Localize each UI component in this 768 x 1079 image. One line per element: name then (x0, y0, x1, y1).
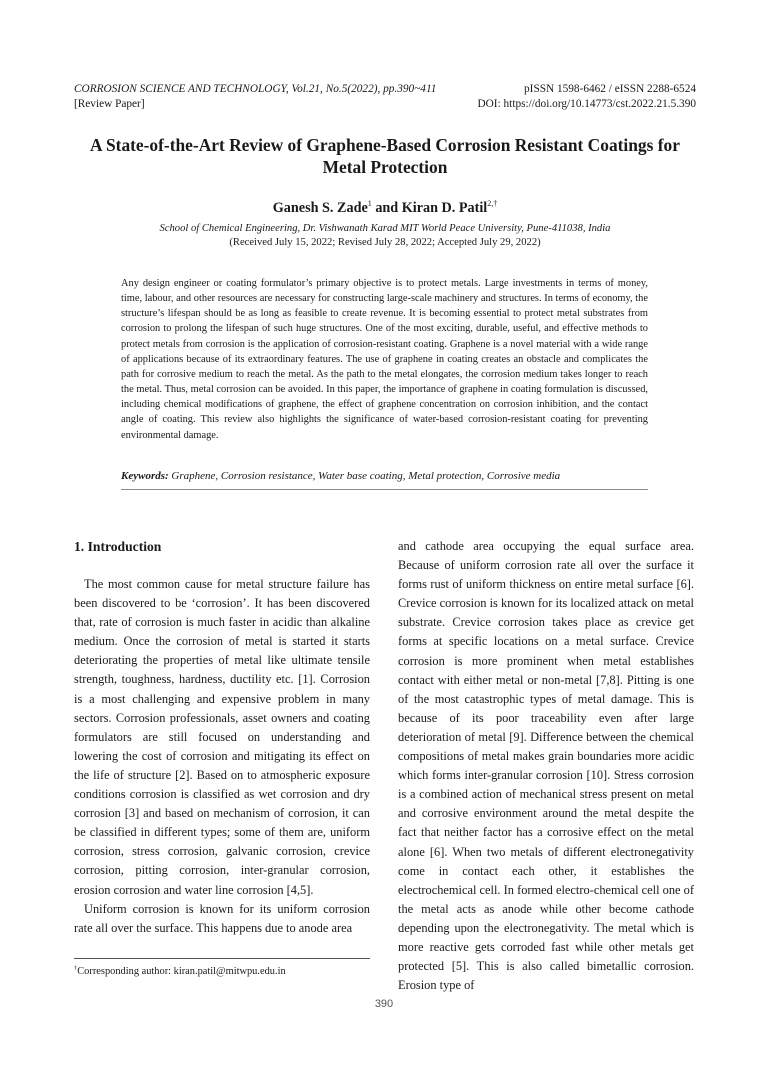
author-joiner: and (375, 200, 399, 216)
paper-type: [Review Paper] (74, 98, 145, 110)
keywords-label: Keywords: (121, 470, 169, 482)
received-dates: (Received July 15, 2022; Revised July 28, 2022; Accepted July 29, 2022) (229, 237, 541, 248)
author-affiliation-mark: 2,† (487, 199, 498, 208)
abstract: Any design engineer or coating formulator’s primary objective is to protect metals. Large investments in terms of money, time, labour, and other resources are necessary for constructing large-scale machinery and structures. In terms of economy, the structure’s lifespan should be as long as feasible to create revenue. It is becoming essential to protect metal substrates from corrosion to prolong the lifespan of such huge structures. One of the most exciting, durable, useful, and effective methods to protect metals from corrosion is the application of corrosion-resistant coating. Graphene is a novel material with a wide range of applications because of its extraordinary features. The use of graphene in coating creates an obstacle and complicates the path for corrosive medium to reach the metal. As the path to the metal elongates, the corrosion medium takes longer to reach the metal. Thus, metal corrosion can be avoided. In this paper, the importance of graphene in coating formulation is discussed, including chemical modifications of graphene, the effect of graphene concentration on corrosion inhibition, and the contact angle of coating. This review also highlights the significance of water-based corrosion-resistant coating for preventing environmental damage. (121, 278, 648, 441)
section-heading: 1. Introduction (74, 539, 162, 554)
body-paragraph: Uniform corrosion is known for its uniform corrosion rate all over the surface. This happens due to anode area (74, 901, 370, 935)
running-header-left (74, 82, 436, 112)
author-list (70, 199, 700, 217)
affiliation-block (70, 222, 700, 250)
footnote-text: Corresponding author: kiran.patil@mitwpu.edu.in (77, 966, 286, 977)
affiliation: School of Chemical Engineering, Dr. Vishwanath Karad MIT World Peace University, Pune-411038, India (159, 223, 611, 234)
author-name: Kiran D. Patil (401, 200, 488, 216)
body-paragraph: and cathode area occupying the equal surface area. Because of uniform corrosion rate all over the surface it forms rust of uniform thickness on entire metal surface [6]. Crevice corrosion is known for its localized attack on metal substrate. Crevice corrosion takes place as crevice get forms at specific locations on a metal surface. Crevice corrosion is more prominent when metal establishes contact with either metal or non-metal [7,8]. Pitting is one of the most catastrophic types of metal damage. This is because of its poor traceability even after large deterioration of metal [9]. Difference between the chemical compositions of metal makes grain boundaries more acidic which forms inter-granular corrosion [10]. Stress corrosion is a combined action of mechanical stress present on metal and corrosive environment around the metal despite the fact that neither factor has a corrosive effect on the metal alone [6]. When two metals of different electronegativity come in contact each other, it establishes the electrochemical cell. In formed electro-chemical cell one of the metal acts as anode while other become cathode depending upon the electronegativity. The metal which is more reactive gets corroded fast while other metals get protected [5]. This is also called bimetallic corrosion. Erosion type of (398, 539, 694, 993)
keywords (121, 469, 648, 484)
keywords-list: Graphene, Corrosion resistance, Water base coating, Metal protection, Corrosive media (171, 470, 561, 482)
author-affiliation-mark: 1 (367, 199, 372, 208)
footnote-divider (74, 958, 370, 959)
abstract-divider (121, 489, 648, 490)
body-column-left (74, 537, 370, 938)
page-number: 390 (374, 998, 394, 1010)
author-name: Ganesh S. Zade (272, 200, 368, 216)
footnote (74, 962, 286, 978)
doi-link[interactable]: DOI: https://doi.org/10.14773/cst.2022.21.5.390 (477, 98, 696, 110)
journal-citation: CORROSION SCIENCE AND TECHNOLOGY, Vol.21, No.5(2022), pp.390~411 (74, 83, 437, 95)
body-paragraph: The most common cause for metal structure failure has been discovered to be ‘corrosion’. It has been discovered that, rate of corrosion is much faster in acidic than alkaline medium. Once the corrosion of metal is started it starts deteriorating the properties of metal like ultimate tensile strength, toughness, hardness, ductility etc. [1]. Corrosion is a most challenging and expensive problem in many sectors. Corrosion professionals, asset owners and coating formulators are still focused on understanding and lowering the cost of corrosion and mitigating its effect on the life of structure [2]. Based on to atmospheric exposure conditions corrosion is classified as wet corrosion and dry corrosion [3] and based on mechanism of corrosion, it can be classified in different types; some of them are, uniform corrosion, stress corrosion, galvanic corrosion, crevice corrosion, pitting corrosion, inter-granular corrosion, erosion corrosion and water line corrosion [4,5]. (74, 577, 370, 897)
paper-title: A State-of-the-Art Review of Graphene-Based Corrosion Resistant Coatings for Metal Protection (90, 135, 680, 177)
running-header-right (477, 82, 696, 112)
footnote-mark: † (74, 965, 78, 972)
issn: pISSN 1598-6462 / eISSN 2288-6524 (524, 83, 696, 95)
body-column-right (398, 537, 694, 995)
